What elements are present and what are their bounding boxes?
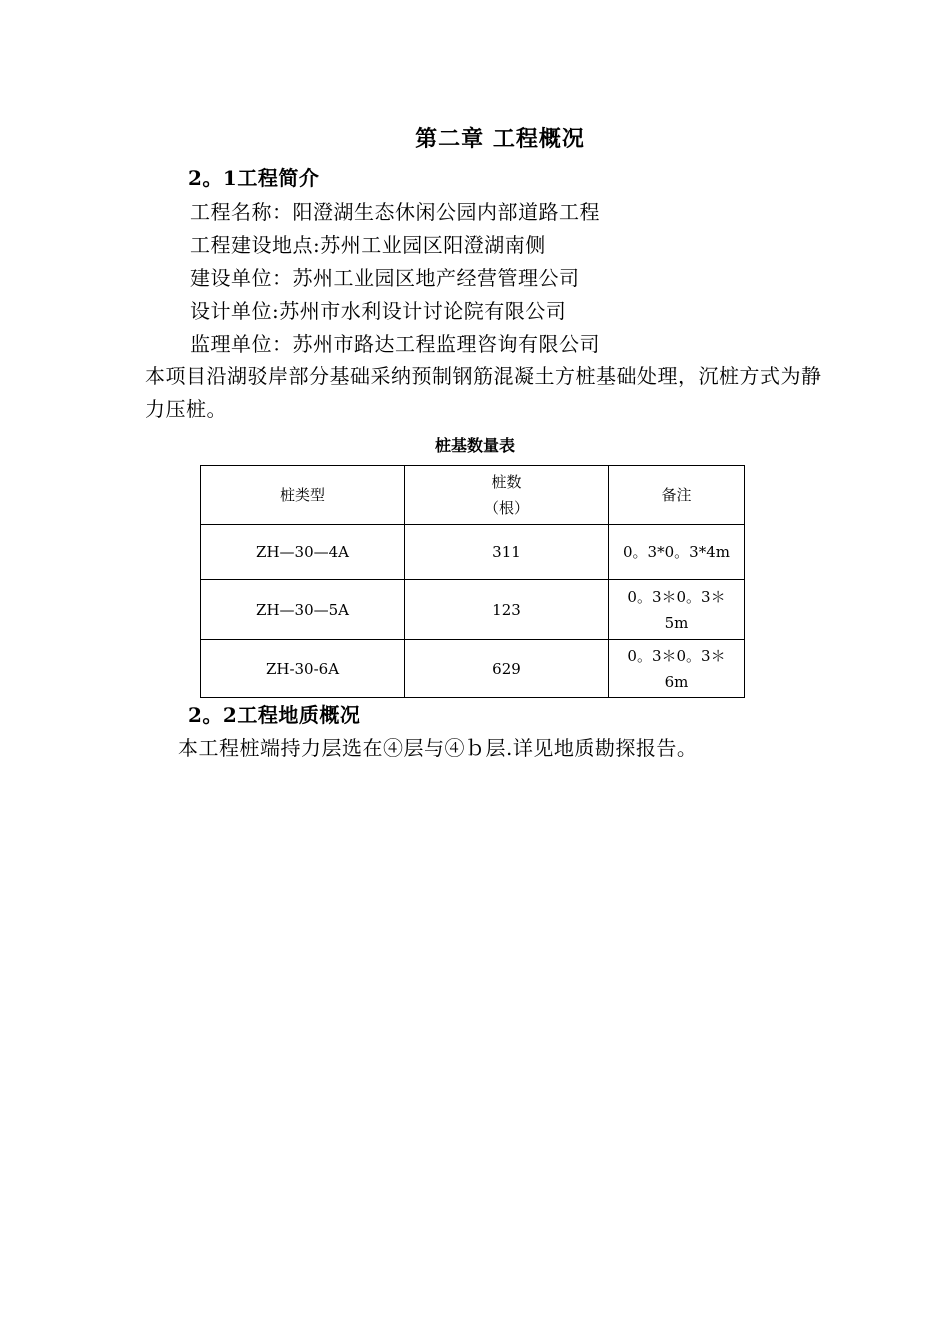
cell-remark [609, 525, 745, 580]
info-line-project-name: 工程名称：阳澄湖生态休闲公园内部道路工程 [190, 200, 600, 224]
geology-paragraph: 本工程桩端持力层选在④层与④ｂ层.详见地质勘探报告。 [178, 736, 698, 760]
table-header-row [201, 466, 745, 525]
header-pile-count-line2: （根） [483, 499, 529, 517]
header-pile-count [405, 466, 609, 525]
cell-remark [609, 640, 745, 698]
info-line-construction-unit: 建设单位：苏州工业园区地产经营管理公司 [190, 266, 580, 290]
cell-pile-type: ZH—30—4A [201, 525, 405, 580]
info-line-project-location: 工程建设地点:苏州工业园区阳澄湖南侧 [190, 233, 546, 257]
table-row [201, 580, 745, 640]
pile-quantity-table [200, 465, 745, 698]
chapter-title: 第二章 工程概况 [415, 126, 585, 152]
cell-remark-line1: 0。3＊0。3＊ [627, 646, 726, 665]
section-heading-project-intro: 2。1工程简介 [188, 166, 320, 190]
header-pile-type: 桩类型 [201, 466, 405, 525]
cell-pile-type: ZH—30—5A [201, 580, 405, 640]
cell-remark-line2: 5m [664, 613, 689, 632]
cell-remark-line1: 0。3＊0。3＊ [627, 587, 726, 606]
cell-pile-count: 123 [405, 580, 609, 640]
foundation-paragraph: 本项目沿湖驳岸部分基础采纳预制钢筋混凝土方桩基础处理，沉桩方式为静力压桩。 [145, 364, 822, 421]
cell-pile-type: ZH-30-6A [201, 640, 405, 698]
cell-remark-line1: 0。3*0。3*4m [623, 543, 730, 561]
cell-remark-line2: 6m [664, 672, 689, 691]
table-row [201, 640, 745, 698]
header-pile-count-line1: 桩数 [491, 473, 522, 491]
table-row [201, 525, 745, 580]
info-line-supervision-unit: 监理单位：苏州市路达工程监理咨询有限公司 [190, 332, 600, 356]
cell-pile-count: 311 [405, 525, 609, 580]
cell-remark [609, 580, 745, 640]
header-remark: 备注 [609, 466, 745, 525]
section-heading-geology: 2。2工程地质概况 [188, 703, 361, 727]
info-line-design-unit: 设计单位:苏州市水利设计讨论院有限公司 [190, 299, 567, 323]
table-caption: 桩基数量表 [434, 436, 515, 455]
cell-pile-count: 629 [405, 640, 609, 698]
